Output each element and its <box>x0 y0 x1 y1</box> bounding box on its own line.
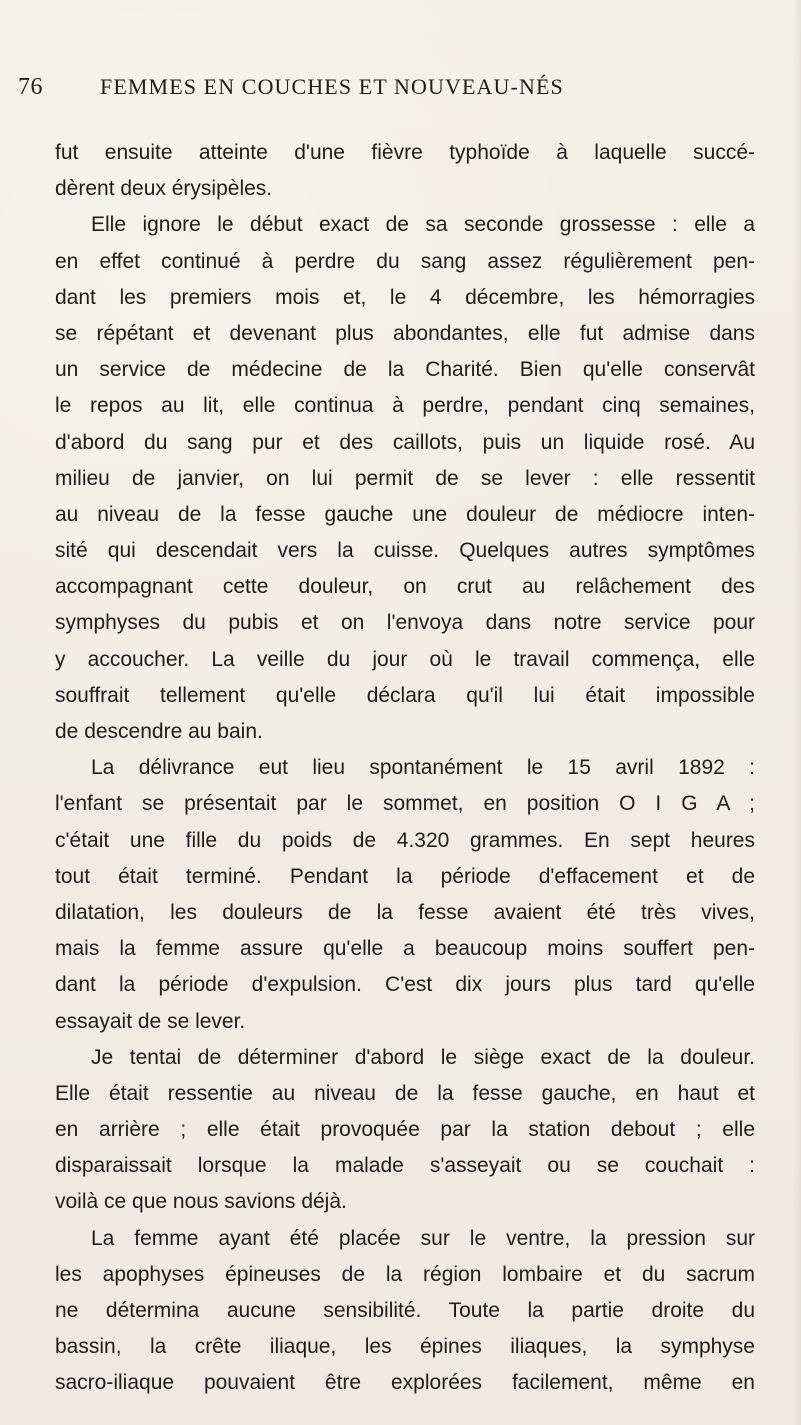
page-edge-shadow <box>793 0 801 1425</box>
page-number: 76 <box>18 74 43 100</box>
text-line: fut ensuite atteinte d'une fièvre typhoïde à laquelle succé- <box>55 141 755 164</box>
paragraph-start: La délivrance eut lieu spontanément le 15 avril 1892 : <box>91 756 755 780</box>
paragraph-start: Je tentai de déterminer d'abord le siège exact de la douleur. <box>91 1045 755 1069</box>
text-line: milieu de janvier, on lui permit de se lever : elle ressentit <box>55 466 755 490</box>
running-title: FEMMES EN COUCHES ET NOUVEAU-NÉS <box>100 74 564 99</box>
text-line: essayait de se lever. <box>55 1009 246 1033</box>
text-line: symphyses du pubis et on l'envoya dans notre service pour <box>55 611 755 635</box>
text-line: les apophyses épineuses de la région lombaire et du sacrum <box>55 1262 755 1286</box>
text-line: un service de médecine de la Charité. Bien qu'elle conservât <box>55 358 755 382</box>
text-line: se répétant et devenant plus abondantes, elle fut admise dans <box>55 321 755 345</box>
text-line: voilà ce que nous savions déjà. <box>55 1190 347 1214</box>
paragraph-start: La femme ayant été placée sur le ventre, la pression sur <box>91 1226 755 1250</box>
text-line: Elle était ressentie au niveau de la fesse gauche, en haut et <box>55 1081 755 1105</box>
text-line: y accoucher. La veille du jour où le travail commença, elle <box>55 647 755 671</box>
text-line: sacro-iliaque pouvaient être explorées facilement, même en <box>55 1371 755 1395</box>
body-text <box>55 135 755 1402</box>
text-line: souffrait tellement qu'elle déclara qu'il lui était impossible <box>55 683 755 707</box>
text-line: mais la femme assure qu'elle a beaucoup moins souffert pen- <box>55 937 755 961</box>
paragraph-start: Elle ignore le début exact de sa seconde grossesse : elle a <box>91 213 755 237</box>
text-line: accompagnant cette douleur, on crut au relâchement des <box>55 575 755 599</box>
text-line: dèrent deux érysipèles. <box>55 177 273 201</box>
text-line: disparaissait lorsque la malade s'asseyait ou se couchait : <box>55 1154 755 1178</box>
text-line: ne détermina aucune sensibilité. Toute la partie droite du <box>55 1299 755 1322</box>
text-line: dant la période d'expulsion. C'est dix jours plus tard qu'elle <box>55 973 755 997</box>
text-line: bassin, la crête iliaque, les épines iliaques, la symphyse <box>55 1335 755 1359</box>
text-line: tout était terminé. Pendant la période d'effacement et de <box>55 864 755 888</box>
text-line: dant les premiers mois et, le 4 décembre, les hémorragies <box>55 285 755 309</box>
text-line: au niveau de la fesse gauche une douleur de médiocre inten- <box>55 502 755 526</box>
text-line: l'enfant se présentait par le sommet, en position O I G A ; <box>55 792 755 816</box>
page-header <box>0 73 801 113</box>
text-line: dilatation, les douleurs de la fesse avaient été très vives, <box>55 900 755 924</box>
text-line: c'était une fille du poids de 4.320 grammes. En sept heures <box>55 828 755 852</box>
text-line: en effet continué à perdre du sang assez régulièrement pen- <box>55 249 755 273</box>
text-line: en arrière ; elle était provoquée par la station debout ; elle <box>55 1118 755 1142</box>
text-line: sité qui descendait vers la cuisse. Quelques autres symptômes <box>55 539 755 563</box>
text-line: de descendre au bain. <box>55 720 263 743</box>
text-line: d'abord du sang pur et des caillots, puis un liquide rosé. Au <box>55 430 755 454</box>
text-line: le repos au lit, elle continua à perdre, pendant cinq semaines, <box>55 394 755 418</box>
